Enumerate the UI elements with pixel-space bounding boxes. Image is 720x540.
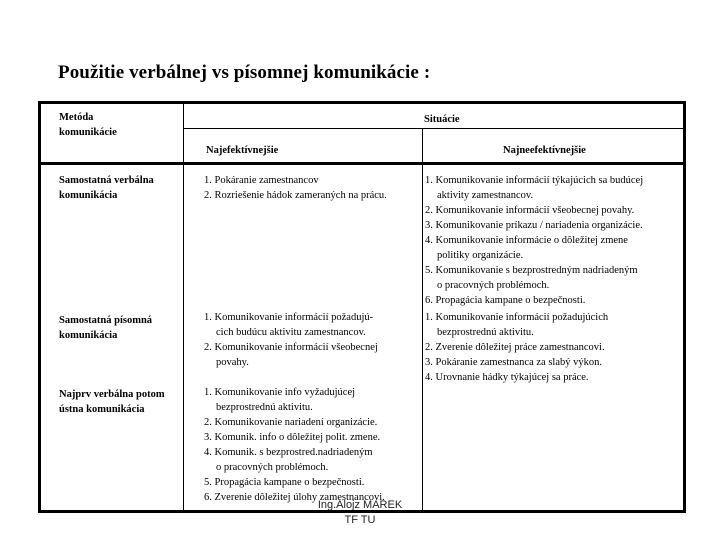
list-item: o pracovných problémoch. — [216, 462, 329, 473]
list-item: 5. Propagácia kampane o bezpečnosti. — [204, 477, 365, 488]
communication-table — [38, 101, 686, 513]
row-method-verbal-then-oral — [59, 387, 165, 417]
list-item: 2. Komunikovanie informácií všeobecnej — [204, 342, 378, 353]
list-item: 4. Komunikovanie informácie o dôležitej zmene — [425, 235, 628, 246]
list-item: 1. Komunikovanie informácií požadujúcich — [425, 312, 609, 323]
list-item: 1. Komunikovanie info vyžadujúcej — [204, 387, 356, 398]
header-divider-situations — [183, 128, 686, 129]
list-item: bezprostrednú aktivitu. — [216, 402, 313, 413]
header-bottom-divider — [41, 162, 686, 165]
list-item: o pracovných problémoch. — [437, 280, 550, 291]
row-method-line: Samostatná písomná — [59, 315, 153, 326]
header-most-effective: Najefektívnejšie — [206, 145, 279, 156]
list-item: 4. Komunik. s bezprostred.nadriadeným — [204, 447, 373, 458]
list-item: 2. Zverenie dôležitej práce zamestnancovi. — [425, 342, 605, 353]
column-divider-situations — [422, 128, 423, 510]
list-item: 2. Rozriešenie hádok zameraných na prácu. — [204, 190, 387, 201]
list-item: 6. Propagácia kampane o bezpečnosti. — [425, 295, 586, 306]
row-method-line: ústna komunikácia — [59, 404, 145, 415]
list-item: povahy. — [216, 357, 249, 368]
row-least-written — [425, 310, 608, 385]
slide-footer — [300, 498, 420, 528]
row-most-verbal-then-oral — [204, 385, 385, 505]
list-item: 3. Pokáranie zamestnanca za slabý výkon. — [425, 357, 602, 368]
header-method-line: Metóda — [59, 112, 94, 123]
list-item: 4. Urovnanie hádky týkajúcej sa práce. — [425, 372, 589, 383]
list-item: bezprostrednú aktivitu. — [437, 327, 534, 338]
list-item: 1. Komunikovanie informácií požadujú- — [204, 312, 374, 323]
header-situations: Situácie — [424, 114, 460, 125]
header-least-effective: Najneefektívnejšie — [503, 145, 586, 156]
row-least-verbal — [425, 173, 643, 308]
list-item: 5. Komunikovanie s bezprostredným nadriadeným — [425, 265, 638, 276]
row-method-line: komunikácia — [59, 190, 118, 201]
row-method-verbal — [59, 173, 154, 203]
list-item: 1. Komunikovanie informácií týkajúcich sa budúcej — [425, 175, 644, 186]
row-method-line: komunikácia — [59, 330, 118, 341]
row-most-written — [204, 310, 378, 370]
header-method-line: komunikácie — [59, 127, 117, 138]
row-method-line: Samostatná verbálna — [59, 175, 154, 186]
list-item: aktivity zamestnancov. — [437, 190, 534, 201]
list-item: 2. Komunikovanie nariadení organizácie. — [204, 417, 378, 428]
list-item: cich budúcu aktivitu zamestnancov. — [216, 327, 366, 338]
row-method-written — [59, 313, 152, 343]
row-method-line: Najprv verbálna potom — [59, 389, 165, 400]
footer-author: Ing.Alojz MAREK — [317, 499, 403, 511]
header-method — [59, 110, 117, 140]
list-item: 3. Komunikovanie príkazu / nariadenia organizácie. — [425, 220, 643, 231]
list-item: 2. Komunikovanie informácií všeobecnej povahy. — [425, 205, 635, 216]
list-item: politiky organizácie. — [437, 250, 524, 261]
list-item: 3. Komunik. info o dôležitej polit. zmene. — [204, 432, 381, 443]
list-item: 6. Zverenie dôležitej úlohy zamestnancovi. — [204, 492, 385, 503]
slide-title: Použitie verbálnej vs písomnej komunikácie : — [58, 62, 431, 83]
list-item: 1. Pokáranie zamestnancov — [204, 175, 319, 186]
footer-department: TF TU — [344, 514, 376, 526]
row-most-verbal — [204, 173, 387, 203]
